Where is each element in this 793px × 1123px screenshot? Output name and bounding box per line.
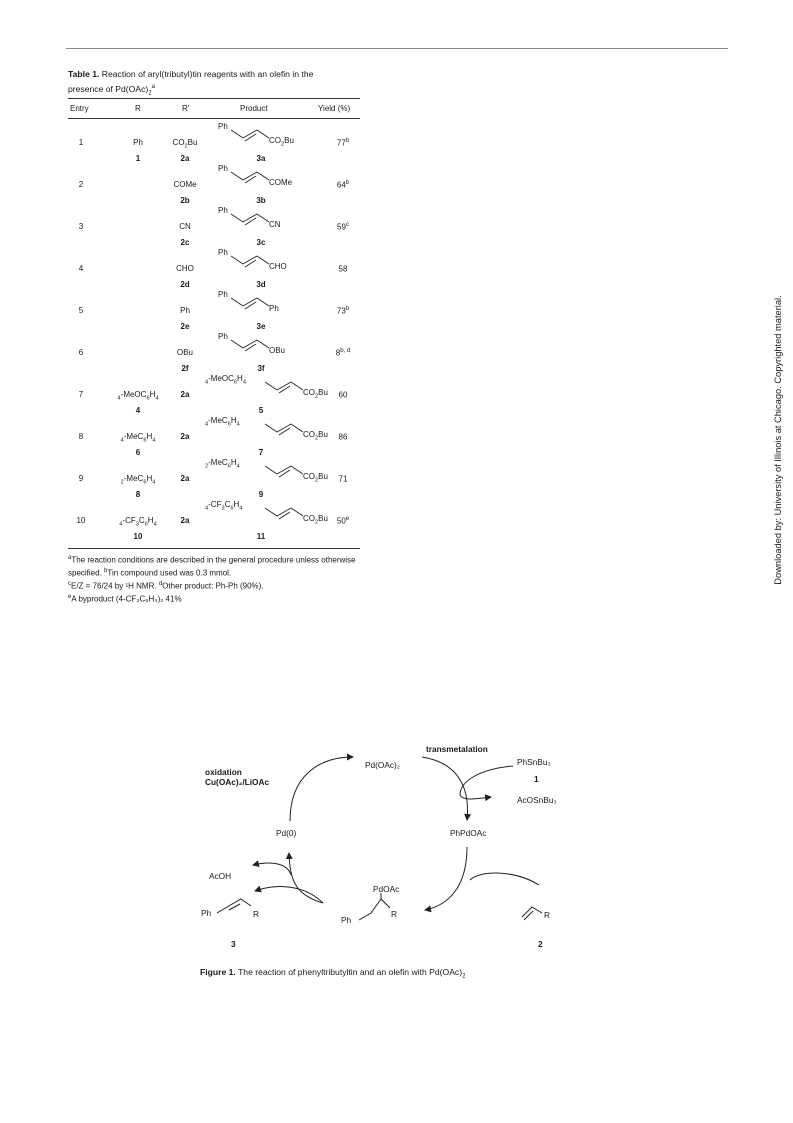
double-bond-line <box>279 512 290 519</box>
oxidation-reagent: Cu(OAc)₂/LiOAc <box>205 777 270 787</box>
r-cell: $_2-MeC_6H_4$ <box>120 474 156 486</box>
yield-footnote: e <box>345 516 350 522</box>
table-caption <box>68 68 368 101</box>
r-prime-id-cell: 2d <box>180 280 190 289</box>
product-left-group: Ph <box>218 332 228 341</box>
olefin-double-bond <box>524 911 533 920</box>
r-cell: $_4-MeC_6H_4$ <box>120 432 156 444</box>
yield-value: 73 <box>336 306 346 316</box>
oxidation-label: oxidation <box>205 767 242 777</box>
product-left-group: $_4-MeOC_6H_4$ <box>205 374 246 386</box>
olefin-in-arrow <box>470 873 539 885</box>
acoh-out-arrow <box>253 863 291 875</box>
product-id-cell: 3a <box>256 154 266 163</box>
table-bottom-rule <box>68 548 360 549</box>
olefin-id: 2 <box>538 939 543 949</box>
alkene-chain <box>231 340 269 348</box>
caption-subscript: 2 <box>148 90 152 97</box>
oxidation-arrow <box>290 757 353 821</box>
acoh-label: AcOH <box>209 871 232 881</box>
entry-cell: 1 <box>78 138 84 147</box>
yield-value: 59 <box>337 222 346 232</box>
figure-caption <box>200 967 465 980</box>
r-prime-cell: COMe <box>173 180 197 189</box>
r-prime-id-cell: 2e <box>180 322 190 331</box>
product-id-cell: 3c <box>256 238 266 247</box>
pd0-label: Pd(0) <box>276 828 297 838</box>
product-right-group: Ph <box>269 304 279 313</box>
acosnbu3-label: AcOSnBu₃ <box>517 795 557 805</box>
product-right-group: OBu <box>269 346 286 355</box>
r-cell: $_4-MeOC_6H_4$ <box>117 390 159 402</box>
transmetalation-arrow <box>422 757 467 820</box>
phpdoac-label: PhPdOAc <box>450 828 487 838</box>
footnote-a: The reaction conditions are described in the general procedure unless otherwise specified. <box>68 555 356 578</box>
pd-oac2-label: Pd(OAc)₂ <box>365 760 401 770</box>
product-r-label: R <box>253 909 259 919</box>
yield-footnote: b <box>345 180 350 186</box>
yield-footnote: b, d <box>340 348 351 354</box>
product-id-cell: 5 <box>258 406 264 415</box>
figure-caption-text: The reaction of phenyltributyltin and an olefin with Pd(OAc) <box>238 967 463 977</box>
entry-cell: 9 <box>78 474 84 483</box>
header-entry: Entry <box>70 104 89 113</box>
entry-cell: 6 <box>78 348 84 357</box>
product-id: 3 <box>231 939 236 949</box>
double-bond-line <box>245 302 256 309</box>
alkene-chain <box>231 256 269 264</box>
acosnbu3-out-arrow <box>460 795 491 799</box>
alkene-chain <box>231 130 269 138</box>
product-id-cell: 11 <box>256 532 266 541</box>
footnote-b: Tin compound used was 0.3 mmol. <box>107 568 232 578</box>
alkene-chain <box>265 424 303 432</box>
entry-cell: 2 <box>78 180 84 189</box>
double-bond-line <box>245 344 256 351</box>
transmetalation-label: transmetalation <box>426 744 488 754</box>
alkene-chain <box>231 298 269 306</box>
r-prime-cell: 2a <box>180 390 190 399</box>
entry-cell: 7 <box>78 390 84 399</box>
top-rule <box>66 48 728 49</box>
header-product: Product <box>240 104 268 113</box>
r-prime-cell: $CO_2Bu$ <box>172 138 198 150</box>
product-left-group: Ph <box>218 206 228 215</box>
styrene-bond <box>217 899 251 913</box>
r-prime-cell: OBu <box>176 348 194 357</box>
product-left-group: Ph <box>218 164 228 173</box>
alkene-chain <box>265 466 303 474</box>
r-prime-id-cell: 2a <box>180 154 190 163</box>
double-bond-line <box>279 428 290 435</box>
product-left-group: Ph <box>218 290 228 299</box>
double-bond-line <box>279 470 290 477</box>
product-id-cell: 3b <box>256 196 266 205</box>
r-id-cell: 6 <box>135 448 141 457</box>
double-bond-line <box>245 134 256 141</box>
yield-value: 8 <box>335 348 341 358</box>
watermark-text: Downloaded by: University of Illinois at Chicago. Copyrighted material. <box>773 295 783 585</box>
r-prime-cell: 2a <box>180 432 190 441</box>
alkene-chain <box>231 214 269 222</box>
entry-cell: 10 <box>76 516 86 525</box>
alkyl-r-label: R <box>391 909 397 919</box>
r-id-cell: 1 <box>135 154 141 163</box>
double-bond-line <box>245 260 256 267</box>
product-right-group: $CO_2Bu$ <box>303 430 328 442</box>
r-prime-cell: CN <box>179 222 191 231</box>
r-prime-cell: 2a <box>180 516 190 525</box>
r-prime-cell: Ph <box>180 306 190 315</box>
product-id-cell: 3f <box>257 364 265 373</box>
r-id-cell: 8 <box>135 490 141 499</box>
product-right-group: $CO_2Bu$ <box>269 136 294 148</box>
double-bond-line <box>245 218 256 225</box>
footnote-c: E/Z = 76/24 by ¹H NMR. <box>71 581 157 591</box>
yield-footnote: b <box>345 306 350 312</box>
double-bond-line <box>279 386 290 393</box>
yield-value: 86 <box>338 432 348 442</box>
product-right-group: CHO <box>269 262 287 271</box>
product-left-group: Ph <box>218 248 228 257</box>
alkene-chain <box>265 382 303 390</box>
r-cell: Ph <box>133 138 143 147</box>
yield-value: 60 <box>338 390 348 400</box>
product-id-cell: 3e <box>256 322 266 331</box>
product-id-cell: 9 <box>258 490 264 499</box>
yield-footnote: c <box>345 222 349 228</box>
r-prime-cell: 2a <box>180 474 190 483</box>
footnote-d: Other product: Ph-Ph (90%). <box>162 581 264 591</box>
product-right-group: $CO_2Bu$ <box>303 472 328 484</box>
entry-cell: 8 <box>78 432 84 441</box>
beta-elimination-arrow <box>289 853 323 903</box>
yield-value: 77 <box>336 138 346 148</box>
caption-footnote-mark: a <box>151 84 155 90</box>
header-r-prime: R' <box>182 104 190 113</box>
table-caption-line1: Reaction of aryl(tributyl)tin reagents with an olefin in the <box>101 69 314 79</box>
yield-footnote: b <box>345 138 350 144</box>
header-yield: Yield (%) <box>318 104 351 113</box>
product-right-group: COMe <box>269 178 293 187</box>
alkene-chain <box>265 508 303 516</box>
footnote-e: A byproduct (4-CF₃C₆H₄)₂ 41% <box>71 595 182 605</box>
table-caption-line2: presence of Pd(OAc) <box>68 83 149 94</box>
product-out-arrow <box>255 887 323 903</box>
r-id-cell: 4 <box>135 406 141 415</box>
product-right-group: $CO_2Bu$ <box>303 388 328 400</box>
insertion-arrow <box>425 847 467 910</box>
yield-value: 71 <box>338 474 348 484</box>
yield-value: 64 <box>336 180 346 190</box>
product-ph-label: Ph <box>201 908 212 918</box>
table-footnotes: $^a$The reaction conditions are described in the general procedure unless otherwise specified. $^b$Tin compound used was 0.3 mmol. $^c$E/Z = 76/24 by ¹H NMR. $^d$Other product: Ph-Ph (90%). $^e$A byproduct (4-CF₃C₆H₄)₂ 41% <box>68 555 356 605</box>
yield-value: 58 <box>338 264 348 274</box>
table-label: Table 1. <box>68 69 100 79</box>
table-top-rule <box>68 98 360 99</box>
phsnbu3-id: 1 <box>534 774 539 784</box>
header-r: R <box>135 104 141 113</box>
product-left-group: Ph <box>218 122 228 131</box>
catalytic-cycle-figure <box>195 735 595 965</box>
r-id-cell: 10 <box>133 532 143 541</box>
r-prime-id-cell: 2b <box>180 196 190 205</box>
product-left-group: $_4-MeC_6H_4$ <box>205 416 240 428</box>
figure-label: Figure 1. <box>200 967 236 977</box>
olefin-r-label: R <box>544 910 550 920</box>
product-id-cell: 7 <box>258 448 264 457</box>
alkyl-pd-bond <box>359 899 390 920</box>
r-prime-cell: CHO <box>176 264 194 273</box>
alkyl-ph-label: Ph <box>341 915 352 925</box>
phsnbu3-label: PhSnBu₃ <box>517 757 551 767</box>
product-id-cell: 3d <box>256 280 266 289</box>
pdoac-label: PdOAc <box>373 884 400 894</box>
r-prime-id-cell: 2f <box>181 364 189 373</box>
phsnbu3-in-arrow <box>460 766 513 795</box>
product-right-group: $CO_2Bu$ <box>303 514 328 526</box>
entry-cell: 4 <box>78 264 84 273</box>
product-right-group: CN <box>269 220 281 229</box>
alkene-chain <box>231 172 269 180</box>
double-bond-line <box>245 176 256 183</box>
r-prime-id-cell: 2c <box>180 238 190 247</box>
entry-cell: 5 <box>78 306 84 315</box>
entry-cell: 3 <box>78 222 84 231</box>
product-left-group: $_4-CF_3C_6H_4$ <box>205 500 243 512</box>
r-cell: $_4-CF_3C_6H_4$ <box>119 516 157 528</box>
figure-caption-subscript: 2 <box>462 973 466 980</box>
yield-value: 50 <box>336 516 346 526</box>
product-left-group: $_2-MeC_6H_4$ <box>205 458 240 470</box>
